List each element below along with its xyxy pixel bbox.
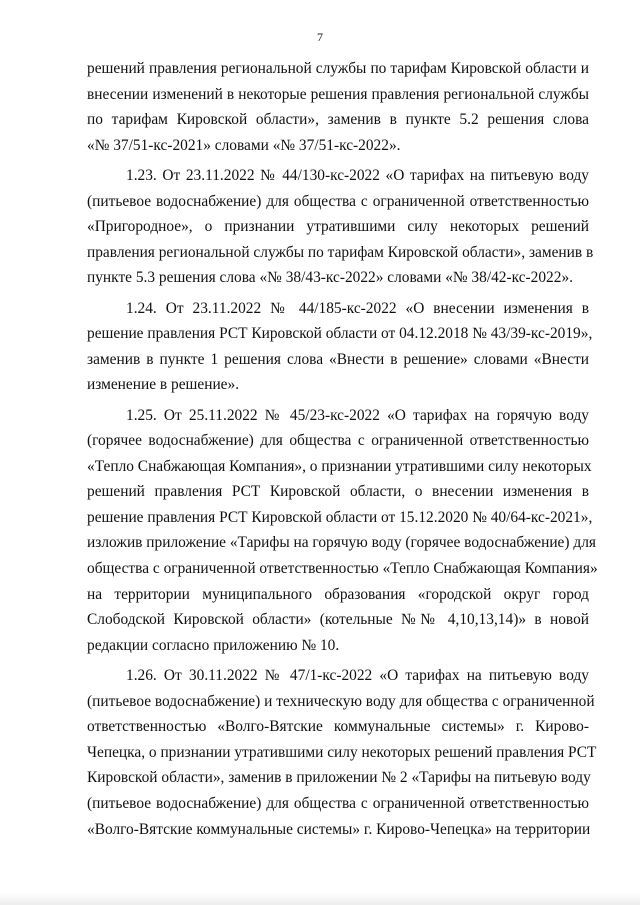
text-line: (питьевое водоснабжение) и техническую воду для общества с ограниченной [87, 692, 595, 710]
text-line: на территории муниципального образования «городской округ город [87, 585, 589, 603]
text-line: Слободской Кировской области» (котельные №№ 4,10,13,14)» в новой [87, 611, 589, 629]
text-line: ответственностью «Волго-Вятские коммунальные системы» г. Кирово- [87, 718, 589, 736]
text-line: изменение в решение». [87, 376, 240, 394]
document-body [87, 56, 598, 847]
text-line: общества с ограниченной ответственностью «Тепло Снабжающая Компания» [87, 560, 598, 578]
text-line: 1.26. От 30.11.2022 № 47/1-кс-2022 «О тарифах на питьевую воду [126, 667, 589, 685]
page-number: 7 [317, 30, 323, 44]
text-line: 1.23. От 23.11.2022 № 44/130-кс-2022 «О тарифах на питьевую воду [126, 166, 589, 184]
text-line: «Волго-Вятские коммунальные системы» г. Кирово-Чепецка» на территории [87, 820, 591, 838]
text-line: по тарифам Кировской области», заменив в пункте 5.2 решения слова [87, 111, 589, 129]
text-line: 1.25. От 25.11.2022 № 45/23-кс-2022 «О тарифах на горячую воду [126, 406, 589, 424]
text-line: правления региональной службы по тарифам Кировской области», заменив в [87, 243, 594, 261]
paragraph-continuation [87, 56, 589, 158]
text-line: внесении изменений в некоторые решения правления региональной службы [87, 85, 589, 103]
text-line: изложив приложение «Тарифы на горячую воду (горячее водоснабжение) для [87, 534, 596, 552]
text-line: Чепецка, о признании утратившими силу некоторых решений правления РСТ [87, 743, 597, 761]
text-line: заменив в пункте 1 решения слова «Внести в решение» словами «Внести [87, 350, 589, 368]
text-line: решений правления РСТ Кировской области, о внесении изменения в [87, 483, 589, 501]
text-line: «№ 37/51-кс-2021» словами «№ 37/51-кс-2022». [87, 136, 401, 154]
paragraph-1-26 [87, 663, 597, 842]
text-line: (горячее водоснабжение) для общества с ограниченной ответственностью [87, 432, 589, 450]
text-line: «Тепло Снабжающая Компания», о признании утратившими силу некоторых [87, 457, 592, 475]
text-line: решений правления региональной службы по тарифам Кировской области и [87, 60, 589, 77]
text-line: пункте 5.3 решения слова «№ 38/43-кс-2022» словами «№ 38/42-кс-2022». [87, 269, 573, 287]
text-line: (питьевое водоснабжение) для общества с ограниченной ответственностью [87, 192, 589, 210]
text-line: решение правления РСТ Кировской области от 04.12.2018 № 43/39-кс-2019», [87, 325, 593, 343]
paragraph-1-23 [87, 163, 594, 291]
text-line: «Пригородное», о признании утратившими силу некоторых решений [87, 218, 589, 236]
page-bottom-edge [0, 893, 640, 905]
text-line: Кировской области», заменив в приложении № 2 «Тарифы на питьевую воду [87, 769, 591, 787]
text-line: редакции согласно приложению № 10. [87, 636, 340, 654]
text-line: (питьевое водоснабжение) для общества с ограниченной ответственностью [87, 795, 589, 812]
text-line: 1.24. От 23.11.2022 № 44/185-кс-2022 «О внесении изменения в [126, 299, 589, 317]
paragraph-1-24 [87, 296, 593, 398]
paragraph-1-25 [87, 403, 598, 659]
text-line: решение правления РСТ Кировской области от 15.12.2020 № 40/64-кс-2021», [87, 508, 593, 526]
